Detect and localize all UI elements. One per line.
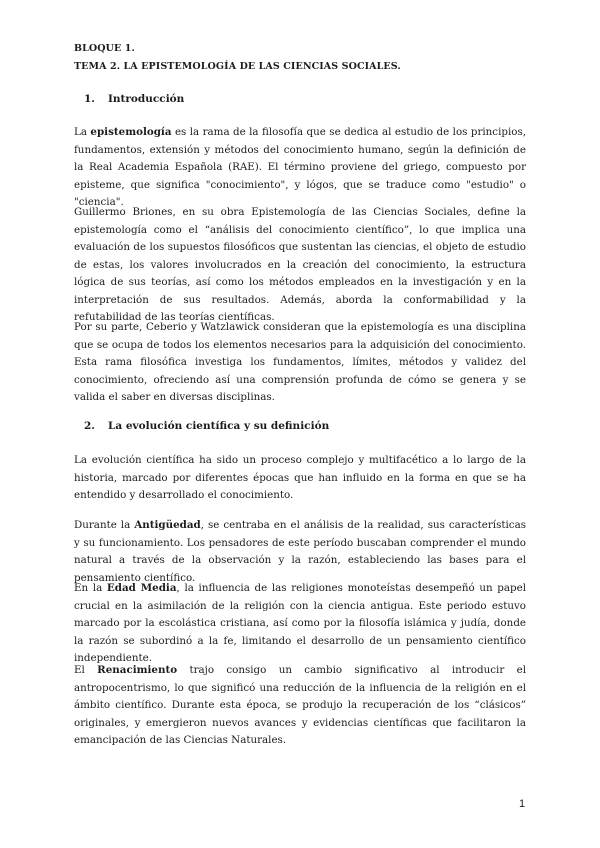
text-run: , la influencia de las religiones monoteístas desempeñó un papel crucial en la asimilación de la religión con la ciencia antigua. Este periodo estuvo marcado por la escolástica cristiana, así como por la filosofía islámica y judía, donde la razón se subordinó a la fe, limitando el desarrollo de un pensamiento científico independiente. xyxy=(74,582,526,664)
section-title: Introducción xyxy=(108,93,185,105)
topic-title: TEMA 2. LA EPISTEMOLOGÍA DE LAS CIENCIAS SOCIALES. xyxy=(74,61,401,72)
page-number: 1 xyxy=(519,798,526,810)
block-label: BLOQUE 1. xyxy=(74,43,135,54)
section-number: 2. xyxy=(84,420,95,432)
bold-term: epistemología xyxy=(90,126,172,138)
paragraph-definition xyxy=(74,124,526,212)
text-run: es la rama de la filosofía que se dedica al estudio de los principios, fundamentos, extensión y métodos del conocimiento humano, según la definición de la Real Academia Española (RAE). El término proviene del griego, compuesto por episteme, que significa "conocimiento", y lógos, que se traduce como "estudio" o "ciencia". xyxy=(74,126,526,208)
section-heading-1 xyxy=(84,93,184,105)
bold-term: Antigüedad xyxy=(134,519,201,531)
text-run: Durante la xyxy=(74,519,135,531)
paragraph-middle-ages xyxy=(74,580,526,668)
text-run: El xyxy=(74,664,98,676)
bold-term: Renacimiento xyxy=(97,664,178,676)
paragraph-antiquity xyxy=(74,517,526,587)
section-number: 1. xyxy=(84,93,95,105)
section-title: La evolución científica y su definición xyxy=(108,420,330,432)
text-run: En la xyxy=(74,582,107,594)
paragraph-briones: Guillermo Briones, en su obra Epistemología de las Ciencias Sociales, define la epistemología como el “análisis del conocimiento científico”, lo que implica una evaluación de los supuestos filosóficos que sustentan las ciencias, el objeto de estudio de estas, los valores involucrados en la creación del conocimiento, la estructura lógica de sus teorías, así como los métodos empleados en la investigación y en la interpretación de sus resultados. Además, aborda la conformabilidad y la refutabilidad de las teorías científicas. xyxy=(74,206,526,323)
text-run: , se centraba en el análisis de la realidad, sus características y su funcionamiento. Los pensadores de este período buscaban comprender el mundo natural a través de la observación y la razón, estableciendo las bases para el pensamiento científico. xyxy=(74,519,526,584)
text-run: trajo consigo un cambio significativo al introducir el antropocentrismo, lo que significó una reducción de la influencia de la religión en el ámbito científico. Durante esta época, se produjo la recuperación de los “clásicos” originales, y emergieron nuevos avances y evidencias científicas que facilitaron la emancipación de las Ciencias Naturales. xyxy=(74,664,526,746)
text-run: La xyxy=(74,126,91,138)
bold-term: Edad Media xyxy=(106,582,177,594)
paragraph-ceberio: Por su parte, Ceberio y Watzlawick consideran que la epistemología es una disciplina que se ocupa de todos los elementos necesarios para la adquisición del conocimiento. Esta rama filosófica investiga los fundamentos, límites, métodos y validez del conocimiento, ofreciendo así una comprensión profunda de cómo se genera y se valida el saber en diversas disciplinas. xyxy=(74,321,526,403)
paragraph-evolution: La evolución científica ha sido un proceso complejo y multifacético a lo largo de la historia, marcado por diferentes épocas que han influido en la forma en que se ha entendido y desarrollado el conocimiento. xyxy=(74,454,526,501)
paragraph-renaissance xyxy=(74,662,526,750)
section-heading-2 xyxy=(84,420,329,432)
